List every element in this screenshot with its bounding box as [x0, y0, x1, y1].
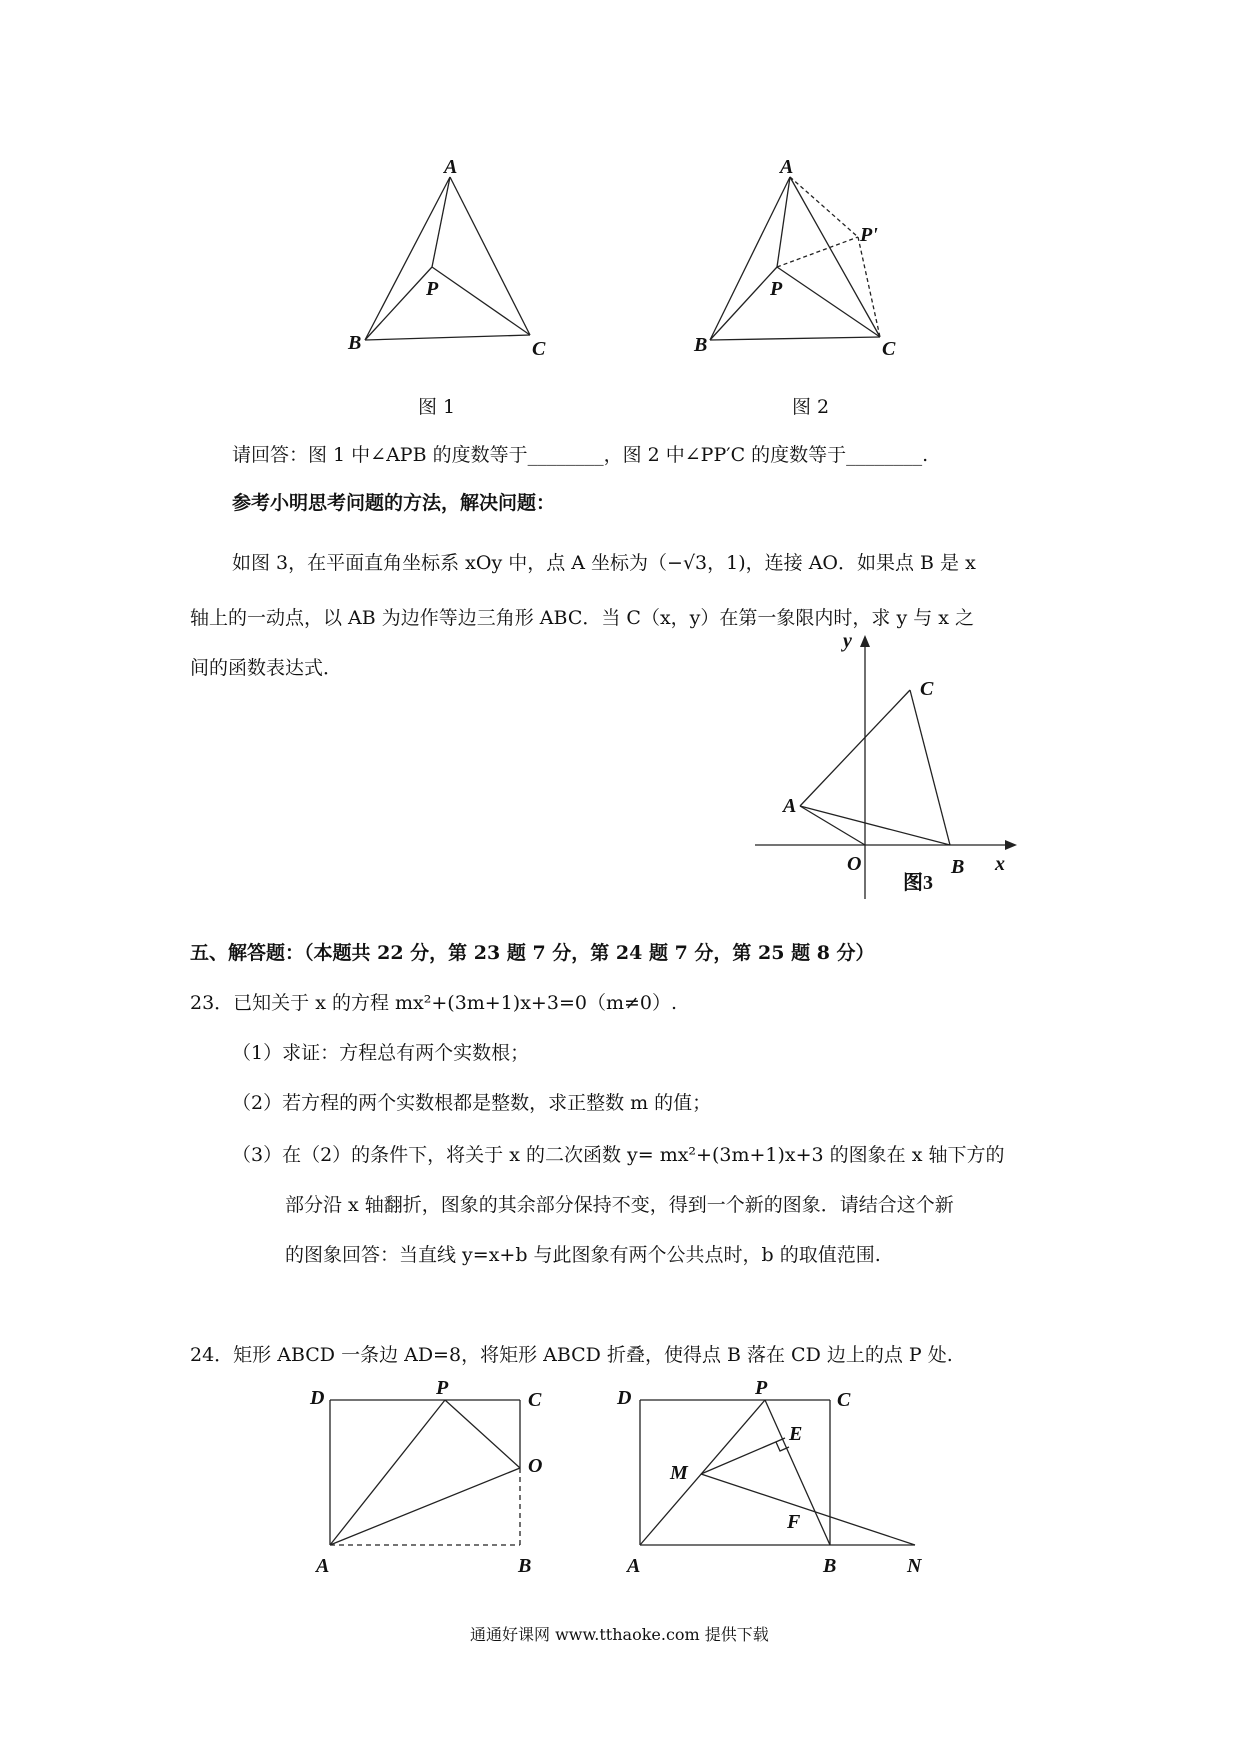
label-C: C [528, 1389, 542, 1411]
label-B: B [518, 1555, 532, 1577]
label-B: B [951, 856, 965, 878]
label-P-prime: P' [860, 224, 878, 246]
figure-2-caption: 图 2 [792, 396, 830, 418]
label-P: P [436, 1377, 449, 1399]
label-P: P [426, 278, 439, 300]
label-F: F [787, 1511, 801, 1533]
label-O: O [847, 853, 862, 875]
label-E: E [789, 1423, 803, 1445]
label-A: A [783, 795, 797, 817]
label-C: C [532, 338, 546, 360]
label-O: O [528, 1455, 543, 1477]
figure-1 [340, 156, 580, 365]
label-A: A [316, 1555, 330, 1577]
label-N: N [907, 1555, 922, 1577]
label-y: y [843, 630, 852, 652]
label-C: C [837, 1389, 851, 1411]
figure-3-caption: 图3 [903, 872, 933, 894]
section5-heading: 五、解答题：（本题共 22 分，第 23 题 7 分，第 24 题 7 分，第 25 题 8 分） [190, 942, 875, 964]
page-footer: 通通好课网 www.tthaoke.com 提供下载 [470, 1625, 769, 1644]
label-B: B [694, 334, 708, 356]
label-P: P [755, 1377, 768, 1399]
figure-2 [680, 156, 910, 365]
q23-part1: （1）求证：方程总有两个实数根； [232, 1042, 530, 1064]
method-heading: 参考小明思考问题的方法，解决问题： [232, 492, 556, 514]
question-line: 请回答：图 1 中∠APB 的度数等于________，图 2 中∠PP′C 的度数等于________. [232, 444, 929, 466]
label-P: P [770, 278, 783, 300]
figure-3 [755, 630, 1025, 905]
q23-part3-line1: （3）在（2）的条件下，将关于 x 的二次函数 y= mx²+(3m+1)x+3 的图象在 x 轴下方的 [232, 1144, 1005, 1166]
label-D: D [310, 1387, 325, 1409]
label-A: A [444, 156, 458, 178]
label-B: B [823, 1555, 837, 1577]
q23-part3-line2: 部分沿 x 轴翻折，图象的其余部分保持不变，得到一个新的图象．请结合这个新 [285, 1194, 954, 1216]
figure-1-caption: 图 1 [418, 396, 456, 418]
label-B: B [348, 332, 362, 354]
label-C: C [920, 678, 934, 700]
label-x: x [995, 853, 1005, 875]
q23-stem: 23．已知关于 x 的方程 mx²+(3m+1)x+3=0（m≠0）. [190, 992, 678, 1014]
label-M: M [670, 1462, 688, 1484]
label-A: A [780, 156, 794, 178]
q23-part2: （2）若方程的两个实数根都是整数，求正整数 m 的值； [232, 1092, 712, 1114]
label-A: A [627, 1555, 641, 1577]
problem3-line2: 轴上的一动点，以 AB 为边作等边三角形 ABC．当 C（x，y）在第一象限内时，求 y 与 x 之 [190, 607, 975, 629]
q23-part3-line3: 的图象回答：当直线 y=x+b 与此图象有两个公共点时，b 的取值范围. [285, 1244, 881, 1266]
problem3-line3: 间的函数表达式． [190, 657, 343, 679]
q24-stem: 24．矩形 ABCD 一条边 AD=8，将矩形 ABCD 折叠，使得点 B 落在 CD 边上的点 P 处. [190, 1344, 953, 1366]
problem3-line1: 如图 3，在平面直角坐标系 xOy 中，点 A 坐标为（−√3，1)，连接 AO．如果点 B 是 x [232, 552, 976, 574]
figure-4b [615, 1377, 935, 1590]
figure-4a [310, 1377, 570, 1590]
label-D: D [617, 1387, 632, 1409]
label-C: C [882, 338, 896, 360]
